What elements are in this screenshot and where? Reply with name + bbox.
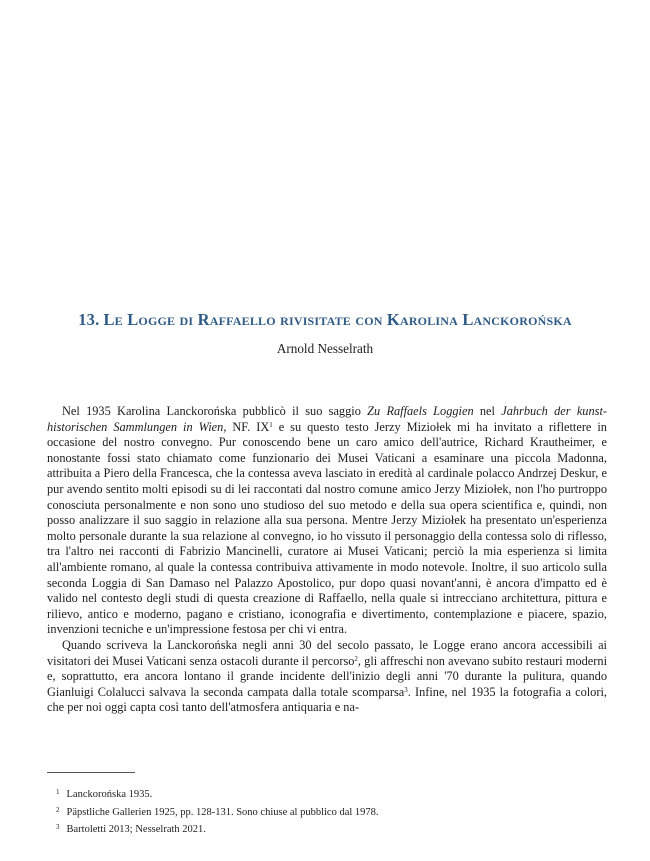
paragraph-1: [47, 404, 607, 638]
footnote-ref[interactable]: 3: [404, 685, 408, 694]
text-run: Quando scriveva la Lanckorońska negli anni 30 del secolo passato, le Logge erano ancora accessibili ai visitatori dei Musei Vaticani senza ostacoli durante il percorso: [47, 637, 607, 668]
text-run: Nel 1935 Karolina Lanckorońska pubblicò il suo saggio: [62, 404, 368, 418]
footnote-divider: [47, 772, 135, 773]
chapter-title-text: Le Logge di Raffaello rivisitate con Karolina Lanckorońska: [103, 310, 572, 329]
footnote-number: 3: [56, 823, 60, 831]
text-run: nel: [473, 404, 502, 418]
paragraph-2: [47, 638, 607, 716]
author-name: Arnold Nesselrath: [276, 341, 374, 356]
footnote-text: Päpstliche Gallerien 1925, pp. 128-131. Sono chiuse al pubblico dal 1978.: [66, 806, 379, 818]
chapter-title: [0, 310, 650, 330]
footnote-item: [56, 803, 596, 821]
chapter-number: 13.: [78, 310, 100, 329]
footnote-number: 1: [56, 788, 60, 796]
text-run: , gli affreschi non avevano subito restauri moderni e, soprattutto, era ancora lontano il grande incidente dell'inizio degli anni '70 durante la pulitura, quando Gianluigi Colalucci salvava la seconda campata dalla totale scomparsa: [47, 653, 608, 699]
footnote-ref[interactable]: 2: [354, 654, 358, 663]
footnotes: [56, 785, 596, 838]
italic-journal: Jahrbuch der kunst-historischen Sammlungen in Wien: [47, 404, 607, 434]
text-run: e su questo testo Jerzy Miziołek mi ha invitato a riflettere in occasione del nostro convegno. Pur conoscendo bene un caro amico dell'autrice, Richard Krautheimer, e nonostante fossi stato chiamato come funzionario dei Musei Vaticani a esaminare una piccola Madonna, attribuita a Piero della Francesca, che la contessa aveva lasciato in eredità al cardinale polacco Andrzej Deskur, e pur avendo sentito molti episodi su di lei raccontati dal nostro comune amico Jerzy Miziołek, non l'ho purtroppo conosciuta personalmente e non sono uno studioso del suo metodo e della sua opera scientifica e, quindi, non posso analizzare il suo saggio in relazione alla sua persona. Mentre Jerzy Miziołek ha presentato un'esperienza molto personale durante la sua relazione al convegno, io ho vissuto il personaggio della contessa solo di riflesso, tra l'altro nei racconti di Fabrizio Mancinelli, curatore ai Musei Vaticani; perciò la mia esperienza si limita all'ambiente romano, al quale la contessa contribuiva attivamente in modo notevole. Inoltre, il suo articolo sulla seconda Loggia di San Damaso nel Palazzo Apostolico, pur dopo quasi novant'anni, è ancora d'impatto ed è valido nel contesto degli studi di questa creazione di Raffaello, nella quale si intrecciano architettura, pittura e rilievo, antico e moderno, pagano e cristiano, iconografia e divertimento, contemplazione e piacere, spazio, invenzioni tecniche e un'impressione festosa per chi vi entra.: [47, 419, 607, 637]
footnote-item: [56, 785, 596, 803]
footnote-number: 2: [56, 805, 60, 814]
italic-title: Zu Raffaels Loggien: [367, 404, 474, 418]
body-text: [47, 404, 607, 716]
footnote-item: [56, 820, 596, 838]
footnote-text: Bartoletti 2013; Nesselrath 2021.: [66, 824, 206, 835]
footnote-ref[interactable]: 1: [269, 420, 273, 429]
text-run: . Infine, nel 1935 la fotografia a colori, che per noi oggi capta così tanto dell'atmosfera antiquaria e na-: [47, 684, 607, 715]
footnote-text: Lanckorońska 1935.: [66, 789, 153, 800]
text-run: , NF. IX: [223, 419, 270, 434]
